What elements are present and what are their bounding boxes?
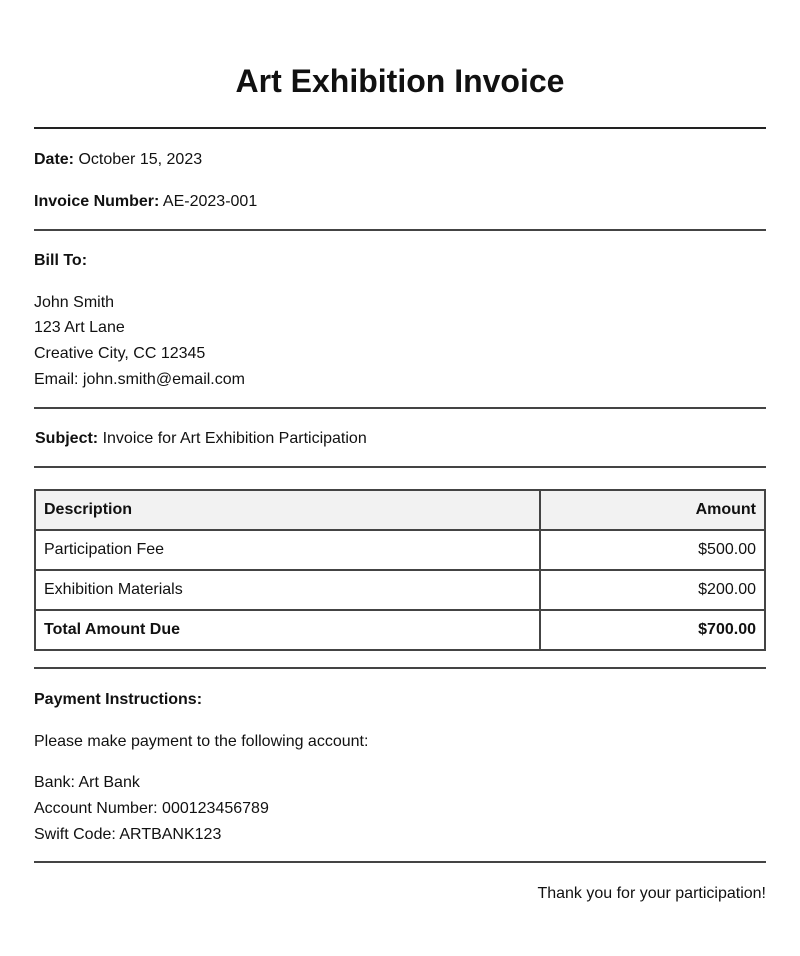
subject-value: Invoice for Art Exhibition Participation xyxy=(102,430,367,447)
bill-to-name: John Smith xyxy=(34,294,115,311)
invoice-number-line xyxy=(34,192,257,212)
date-value: October 15, 2023 xyxy=(78,151,203,168)
invoice-number-label: Invoice Number: xyxy=(34,193,160,210)
total-row xyxy=(35,610,765,650)
header-description: Description xyxy=(35,490,540,530)
payment-bank: Bank: Art Bank xyxy=(34,774,140,791)
payment-heading: Payment Instructions: xyxy=(34,691,203,708)
divider xyxy=(34,407,766,409)
table-header-row xyxy=(35,490,765,530)
total-label: Total Amount Due xyxy=(35,610,540,650)
invoice-items-table xyxy=(34,489,766,651)
item-description: Exhibition Materials xyxy=(35,570,540,610)
bill-to-street: 123 Art Lane xyxy=(34,319,125,336)
item-amount: $500.00 xyxy=(540,530,765,570)
date-line xyxy=(34,150,202,170)
subject-line xyxy=(35,429,367,449)
table-row xyxy=(35,530,765,570)
bill-to-heading: Bill To: xyxy=(34,252,88,269)
total-value: $700.00 xyxy=(540,610,765,650)
item-amount: $200.00 xyxy=(540,570,765,610)
page-title: Art Exhibition Invoice xyxy=(235,63,565,99)
divider xyxy=(34,667,766,669)
bill-to-email: Email: john.smith@email.com xyxy=(34,371,245,388)
date-label: Date: xyxy=(34,151,75,168)
header-amount: Amount xyxy=(540,490,765,530)
invoice-number-value: AE-2023-001 xyxy=(162,193,258,210)
payment-intro: Please make payment to the following account: xyxy=(34,733,369,750)
thank-you-note: Thank you for your participation! xyxy=(537,885,766,902)
bill-to-city: Creative City, CC 12345 xyxy=(34,345,206,362)
item-description: Participation Fee xyxy=(35,530,540,570)
divider xyxy=(34,861,766,863)
subject-label: Subject: xyxy=(35,430,99,447)
payment-swift-code: Swift Code: ARTBANK123 xyxy=(34,826,222,843)
table-row xyxy=(35,570,765,610)
divider xyxy=(34,466,766,468)
payment-account-number: Account Number: 000123456789 xyxy=(34,800,269,817)
divider xyxy=(34,127,766,129)
divider xyxy=(34,229,766,231)
